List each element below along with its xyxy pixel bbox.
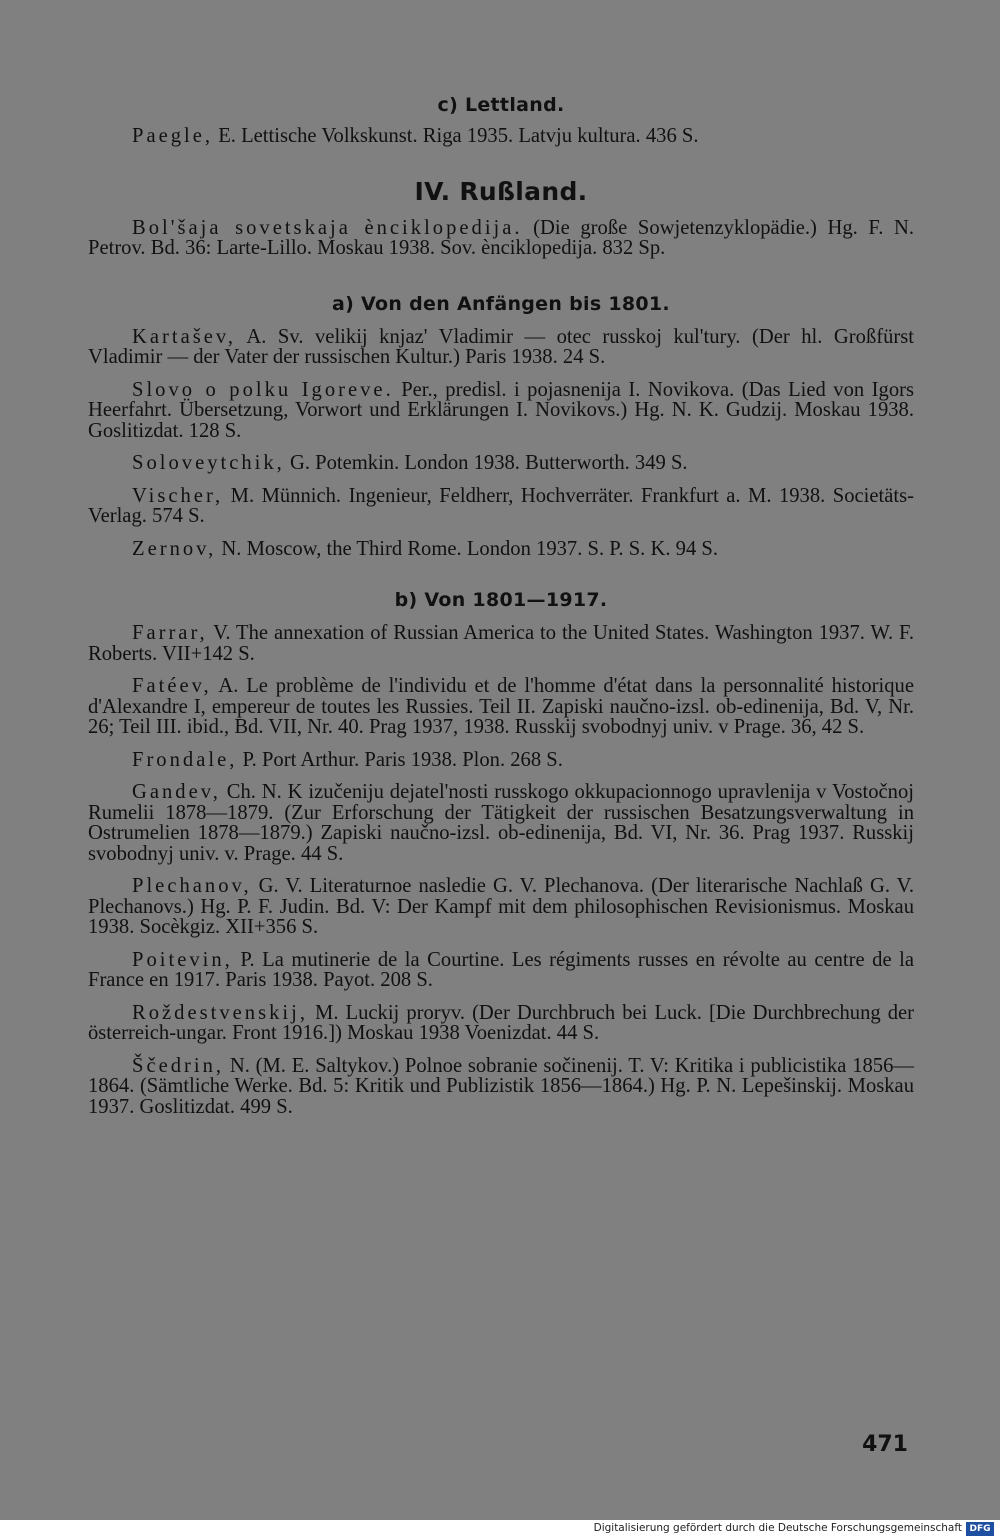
footer-credit: Digitalisierung gefördert durch die Deutsche Forschungsgemeinschaft <box>593 1522 962 1534</box>
bibliography-entry <box>88 539 914 560</box>
bibliography-entry <box>88 876 914 938</box>
entry-text: Ch. N. K izučeniju dejatel'nosti russkogo okkupacionnogo upravlenija v Vostočnoj Rumelii 1878—1879. (Zur Erforschung der Tätigkeit der russischen Besatzungsverwaltung in Ostrumelien 1878—1879.) Zapiski naučno-izsl. ob-edinenija, Bd. VI, Nr. 36. Prag 1937. Russkij svobodnyj univ. v. Prage. 44 S. <box>88 781 914 865</box>
bibliography-text <box>88 90 914 1117</box>
bibliography-entry <box>88 623 914 664</box>
entry-author: Paegle, <box>132 125 214 147</box>
entry-text: G. V. Literaturnoe nasledie G. V. Plechanova. (Der literarische Nachlaß G. V. Plechanovs.) Hg. P. F. Judin. Bd. V: Der Kampf mit dem philosophischen Revisionismus. Moskau 1938. Socèkgiz. XII+356 S. <box>88 875 914 938</box>
entry-author: Bol'šaja sovetskaja ènciklopedija. <box>132 216 523 239</box>
dfg-logo-icon: DFG <box>966 1522 994 1536</box>
bibliography-entry <box>88 1056 914 1118</box>
section-heading-anfaenge: a) Von den Anfängen bis 1801. <box>332 292 670 315</box>
section-heading-1801-1917: b) Von 1801—1917. <box>394 589 608 611</box>
bibliography-entry <box>88 1003 914 1044</box>
entry-text: V. The annexation of Russian America to the United States. Washington 1937. W. F. Roberts. VII+142 S. <box>88 622 914 665</box>
entry-author: Fatéev, <box>132 675 212 697</box>
bibliography-entry <box>88 676 914 738</box>
bibliography-entry <box>88 327 914 368</box>
entry-text: E. Lettische Volkskunst. Riga 1935. Latvju kultura. 436 S. <box>213 125 699 147</box>
section-heading-lettland: c) Lettland. <box>437 94 565 116</box>
entry-author: Soloveytchik, <box>132 452 285 474</box>
chapter-heading-russland: IV. Rußland. <box>414 176 588 206</box>
entry-text: N. Moscow, the Third Rome. London 1937. S. P. S. K. 94 S. <box>216 537 718 560</box>
page-number: 471 <box>862 1432 908 1457</box>
bibliography-entry <box>88 486 914 527</box>
entry-author: Ščedrin, <box>132 1054 225 1077</box>
entry-author: Poitevin, <box>132 948 233 971</box>
entry-text: Per., predisl. i pojasnenija I. Novikova. (Das Lied von Igors Heerfahrt. Übersetzung, Vorwort und Erklärungen I. Novikovs.) Hg. N. K. Gudzij. Moskau 1938. Goslitizdat. 128 S. <box>88 378 914 442</box>
bibliography-entry <box>88 126 914 147</box>
entry-author: Zernov, <box>132 537 217 560</box>
entry-text: M. Luckij proryv. (Der Durchbruch bei Luck. [Die Durchbrechung der österreich-ungar. Front 1916.]) Moskau 1938 Voenizdat. 44 S. <box>88 1001 914 1044</box>
entry-author: Plechanov, <box>132 875 252 897</box>
entry-author: Vischer, <box>132 484 224 507</box>
bibliography-entry <box>88 453 914 474</box>
entry-text: P. Port Arthur. Paris 1938. Plon. 268 S. <box>237 748 563 771</box>
bibliography-entry <box>88 950 914 991</box>
entry-text: M. Münnich. Ingenieur, Feldherr, Hochverräter. Frankfurt a. M. 1938. Societäts-Verlag. 574 S. <box>88 484 914 527</box>
entry-text: P. La mutinerie de la Courtine. Les régiments russes en révolte au centre de la France en 1917. Paris 1938. Payot. 208 S. <box>88 948 914 991</box>
bibliography-entry <box>88 782 914 864</box>
entry-author: Gandev, <box>132 781 221 803</box>
bibliography-entry <box>88 218 914 259</box>
entry-author: Roždestvenskij, <box>132 1001 308 1024</box>
bibliography-entry <box>88 750 914 771</box>
entry-text: G. Potemkin. London 1938. Butterworth. 349 S. <box>284 452 688 474</box>
entry-author: Farrar, <box>132 622 208 644</box>
entry-author: Kartašev, <box>132 325 236 348</box>
digitization-footer <box>0 1520 1000 1538</box>
entry-author: Slovo o polku Igoreve. <box>132 378 394 401</box>
entry-text: (Die große Sowjetenzyklopädie.) Hg. F. N. Petrov. Bd. 36: Larte-Lillo. Moskau 1938. Sov. ènciklopedija. 832 Sp. <box>88 216 914 259</box>
entry-text: A. Sv. velikij knjaz' Vladimir — otec russkoj kul'tury. (Der hl. Großfürst Vladimir — der Vater der russischen Kultur.) Paris 1938. 24 S. <box>88 325 914 368</box>
bibliography-entry <box>88 380 914 442</box>
entry-text: N. (M. E. Saltykov.) Polnoe sobranie sočinenij. T. V: Kritika i publicistika 1856—1864. (Sämtliche Werke. Bd. 5: Kritik und Publizistik 1856—1864.) Hg. P. N. Lepešinskij. Moskau 1937. Goslitizdat. 499 S. <box>88 1054 914 1118</box>
entry-author: Frondale, <box>132 748 238 771</box>
entry-text: A. Le problème de l'individu et de l'homme d'état dans la personnalité historique d'Alexandre I, empereur de toutes les Russies. Teil II. Zapiski naučno-izsl. ob-edinenija, Bd. V, Nr. 26; Teil III. ibid., Bd. VII, Nr. 40. Prag 1937, 1938. Russkij svobodnyj univ. v Prage. 36, 42 S. <box>88 675 914 738</box>
